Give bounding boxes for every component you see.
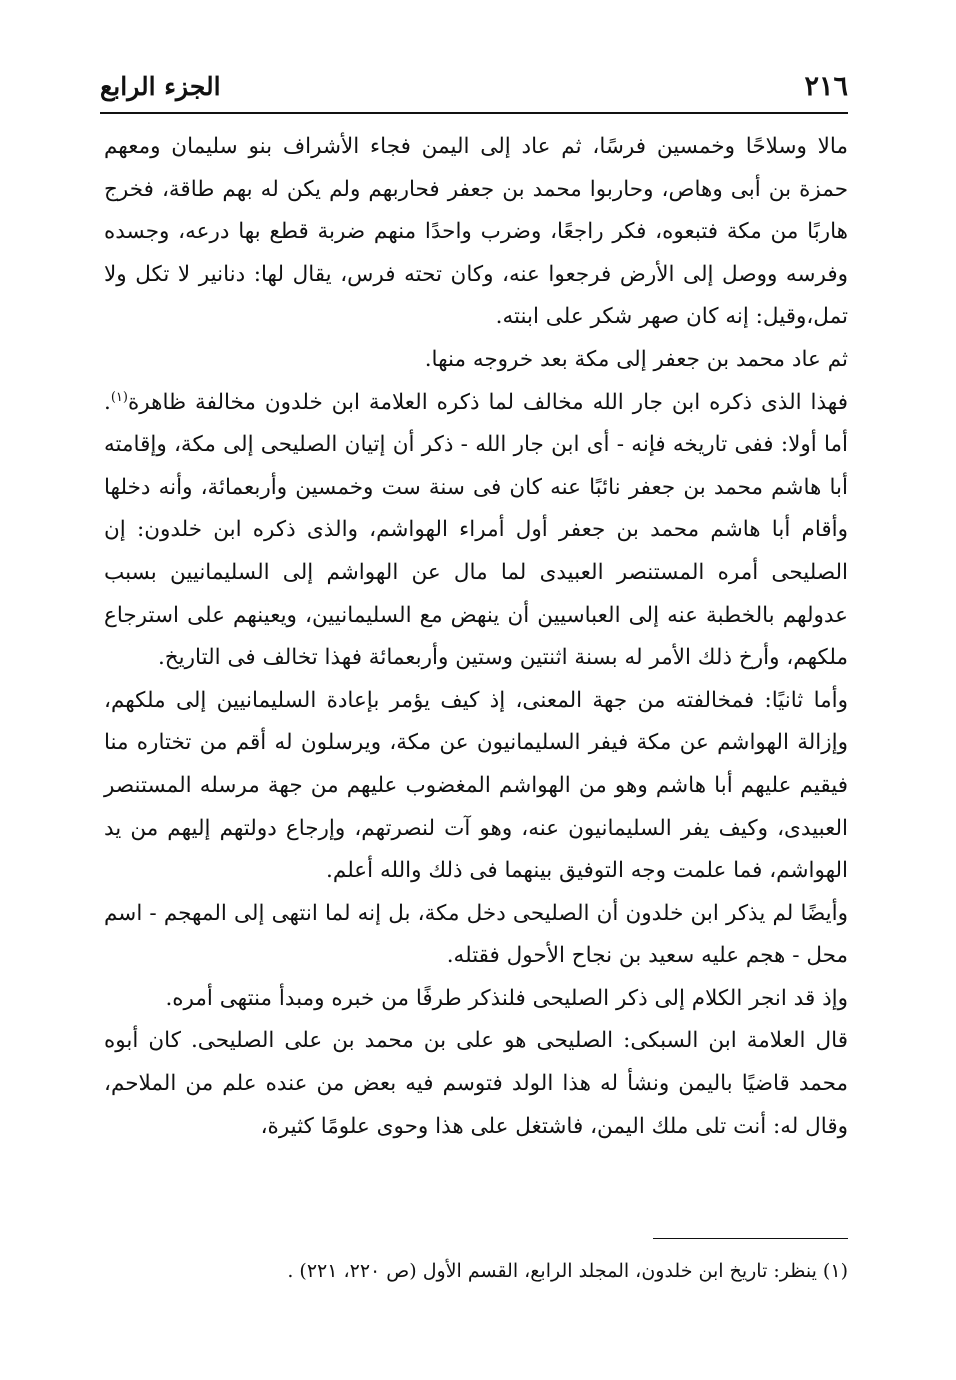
main-text [104, 126, 848, 1148]
footnote-reference[interactable]: (١) [110, 389, 128, 405]
paragraph: ثم عاد محمد بن جعفر إلى مكة بعد خروجه منها. [424, 346, 848, 372]
paragraph-text: . أما أولا: ففى تاريخه فإنه - أى ابن جار الله - ذكر أن إتيان الصليحى إلى مكة، وإقامته أبا هاشم محمد بن جعفر نائبًا عنه كان فى سنة ست وخمسين وأربعمائة، وأنه دخلها وأقام أبا هاشم محمد بن جعفر أول أمراء الهواشم، والذى ذكره ابن خلدون: إن الصليحى أمره المستنصر العبيدى لما مال عن الهواشم إلى السليمانيين بسبب عدولهم بالخطبة عنه إلى العباسيين أن ينهض مع السليمانيين، ويعينهم على استرجاع ملكهم، وأرخ ذلك الأمر له بسنة اثنتين وستين وأربعمائة فهذا تخالف فى التاريخ. [104, 389, 848, 671]
page-header [100, 64, 848, 114]
running-title: الجزء الرابع [100, 71, 221, 101]
paragraph: وإذ قد انجر الكلام إلى ذكر الصليحى فلنذكر طرفًا من خبره ومبدأ منتهى أمره. [165, 985, 848, 1011]
paragraph-text: فهذا الذى ذكره ابن جار الله مخالف لما ذكره العلامة ابن خلدون مخالفة ظاهرة [127, 389, 848, 415]
page-number: ٢١٦ [804, 70, 848, 102]
paragraph-with-footnote [104, 382, 848, 680]
footnote: (١) ينظر: تاريخ ابن خلدون، المجلد الرابع، القسم الأول (ص ٢٢٠، ٢٢١) . [287, 1260, 848, 1282]
paragraph: قال العلامة ابن السبكى: الصليحى هو على بن محمد بن على الصليحى. كان أبوه محمد قاضيًا باليمن ونشأ له هذا الولد فتوسم فيه بعض من عنده علم من الملاحم، وقال له: أنت تلى ملك اليمن، فاشتغل على هذا وحوى علومًا كثيرة، [104, 1028, 848, 1139]
footnote-divider [653, 1238, 848, 1239]
paragraph: وأيضًا لم يذكر ابن خلدون أن الصليحى دخل مكة، بل إنه لما انتهى إلى المهجم - اسم محل - هجم عليه سعيد بن نجاح الأحول فقتله. [104, 900, 848, 969]
paragraph: وأما ثانيًا: فمخالفته من جهة المعنى، إذ كيف يؤمر بإعادة السليمانيين إلى ملكهم، وإزالة الهواشم عن مكة فيفر السليمانيون عن مكة، ويرسلون له أقم من تختاره منا فيقيم عليهم أبا هاشم وهو من الهواشم المغضوب عليهم من جهة مرسله المستنصر العبيدى، وكيف يفر السليمانيون عنه، وهو آت لنصرتهم، وإرجاع دولتهم إليهم من يد الهواشم، فما علمت وجه التوفيق بينهما فى ذلك والله أعلم. [104, 687, 848, 884]
paragraph: مالا وسلاحًا وخمسين فرسًا، ثم عاد إلى اليمن فجاء الأشراف بنو سليمان ومعهم حمزة بن أبى وهاص، وحاربوا محمد بن جعفر فحاربهم ولم يكن له بهم طاقة، فخرج هاربًا من مكة فتبعوه، فكر راجعًا، وضرب واحدًا منهم ضربة قطع بها درعه، وجسده وفرسه ووصل إلى الأرض فرجعوا عنه، وكان تحته فرس، يقال لها: دنانير لا تكل ولا تمل،وقيل: إنه كان صهر شكر على ابنته. [104, 134, 848, 330]
